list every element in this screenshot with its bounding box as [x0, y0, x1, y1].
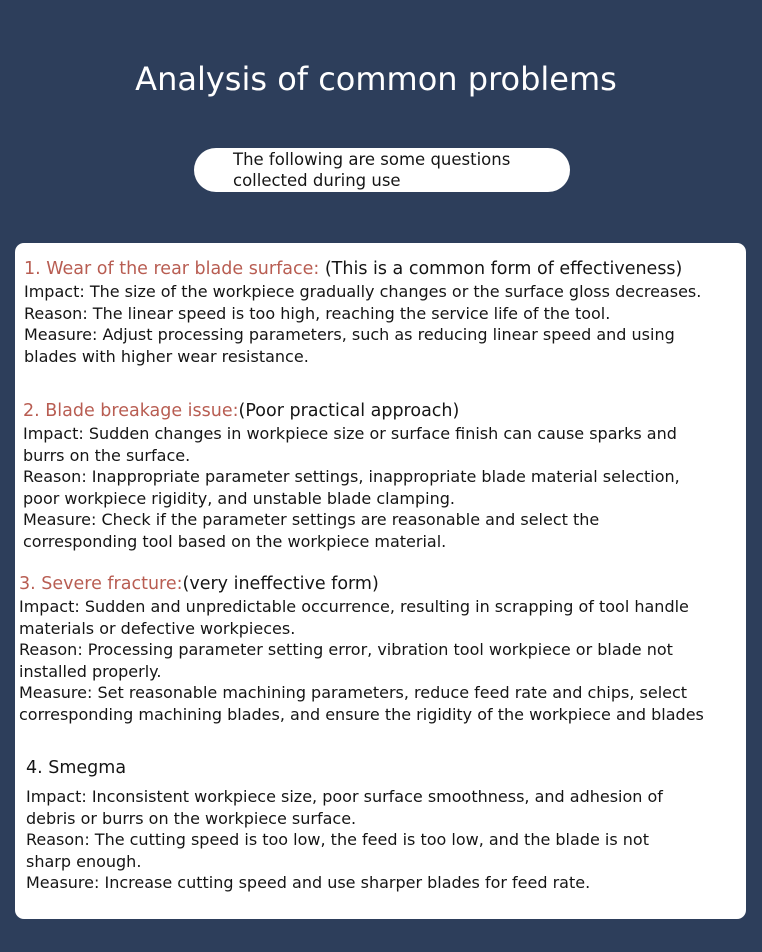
section-heading: [19, 572, 704, 596]
section-line: corresponding machining blades, and ensure the rigidity of the workpiece and blades: [19, 704, 704, 724]
heading-label: 2. Blade breakage issue:: [23, 401, 239, 421]
page-title: Analysis of common problems: [135, 60, 617, 98]
section-severe-fracture: [19, 572, 704, 726]
section-line: Impact: Sudden and unpredictable occurrence, resulting in scrapping of tool handle: [19, 597, 689, 616]
section-line: Impact: The size of the workpiece gradually changes or the surface gloss decreases.: [24, 282, 702, 301]
section-line: Impact: Inconsistent workpiece size, poor surface smoothness, and adhesion of: [26, 787, 663, 806]
section-line: Measure: Check if the parameter settings are reasonable and select the: [23, 510, 600, 530]
section-line: Impact: Sudden changes in workpiece size or surface finish can cause sparks and: [23, 424, 677, 443]
intro-banner: [194, 148, 570, 192]
section-line: Reason: Processing parameter setting error, vibration tool workpiece or blade not: [19, 640, 673, 660]
section-line: blades with higher wear resistance.: [24, 346, 309, 366]
section-heading: [26, 756, 663, 780]
section-line: poor workpiece rigidity, and unstable blade clamping.: [23, 488, 455, 508]
section-smegma: [26, 756, 663, 894]
section-line: Measure: Set reasonable machining parameters, reduce feed rate and chips, select: [19, 683, 688, 703]
heading-note: (very ineffective form): [182, 574, 379, 594]
heading-label: 1. Wear of the rear blade surface: [24, 259, 314, 279]
heading-separator: :: [313, 259, 320, 279]
heading-label: 3. Severe fracture:: [19, 574, 183, 594]
heading-note: 4. Smegma: [26, 758, 127, 778]
problems-card: [15, 243, 746, 919]
section-line: debris or burrs on the workpiece surface.: [26, 808, 357, 828]
section-rear-blade-wear: [24, 257, 701, 367]
heading-note: (Poor practical approach): [238, 401, 460, 421]
section-blade-breakage: [23, 399, 680, 553]
section-line: Reason: The cutting speed is too low, the feed is too low, and the blade is not: [26, 830, 649, 850]
section-heading: [23, 399, 680, 423]
section-line: installed properly.: [19, 661, 162, 681]
section-line: burrs on the surface.: [23, 445, 191, 465]
section-line: materials or defective workpieces.: [19, 618, 296, 638]
section-line: Measure: Adjust processing parameters, such as reducing linear speed and using: [24, 325, 675, 345]
intro-line: collected during use: [233, 171, 401, 190]
section-line: sharp enough.: [26, 851, 142, 871]
section-heading: [24, 257, 701, 281]
intro-line: The following are some questions: [233, 150, 511, 169]
section-line: corresponding tool based on the workpiece material.: [23, 531, 447, 551]
heading-note: (This is a common form of effectiveness): [319, 259, 683, 279]
section-line: Reason: The linear speed is too high, reaching the service life of the tool.: [24, 303, 611, 323]
section-line: Measure: Increase cutting speed and use sharper blades for feed rate.: [26, 873, 591, 893]
section-line: Reason: Inappropriate parameter settings, inappropriate blade material selection,: [23, 467, 680, 487]
